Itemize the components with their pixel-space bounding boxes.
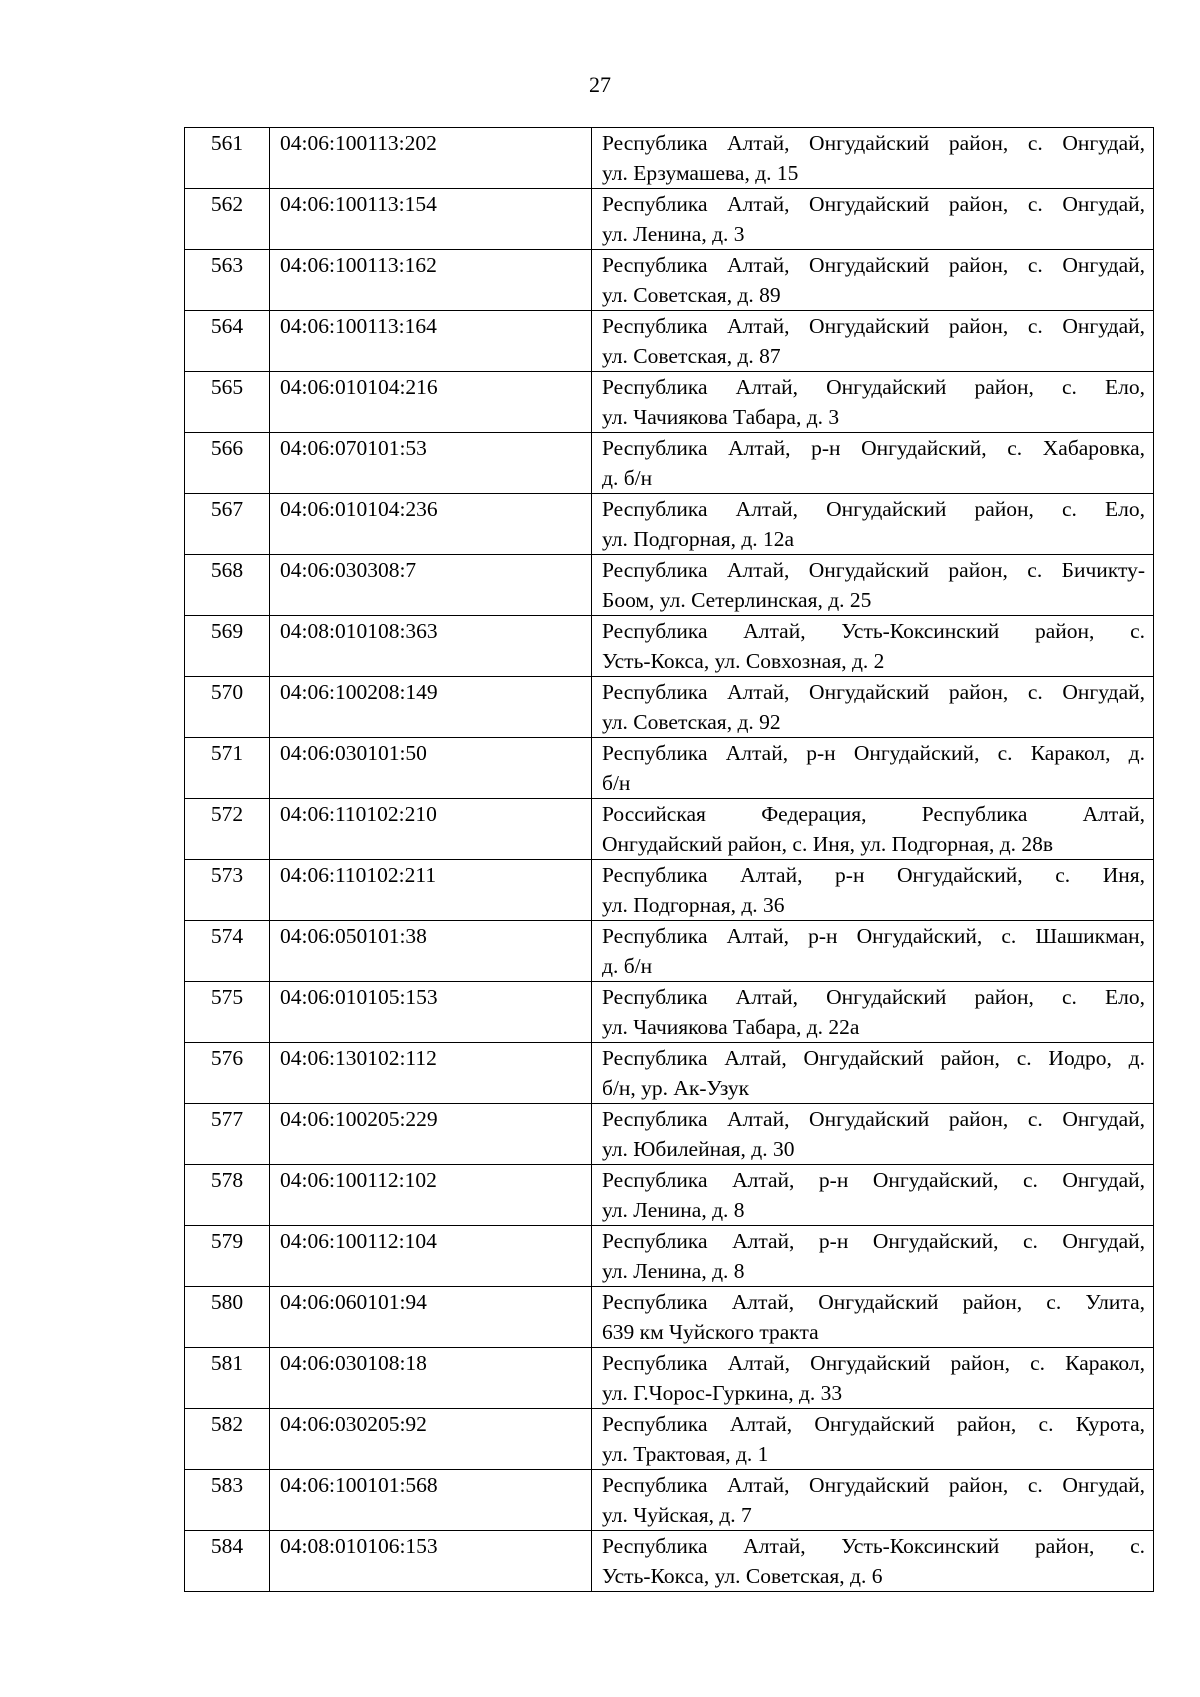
table-row [185,1470,1154,1531]
row-number-cell: 578 [185,1165,270,1226]
row-number-cell: 566 [185,433,270,494]
address-line-2: ул. Ерзумашева, д. 15 [602,161,799,185]
address-cell [592,189,1154,250]
row-number-cell: 563 [185,250,270,311]
address-line-1: Республика Алтай, р-н Онгудайский, с. Иня, [602,863,1145,887]
row-number-cell: 568 [185,555,270,616]
row-number-cell: 570 [185,677,270,738]
cadastral-number-cell: 04:06:030205:92 [270,1409,592,1470]
address-line-1: Республика Алтай, Онгудайский район, с. Курота, [602,1412,1145,1436]
table-row [185,494,1154,555]
table-row [185,1226,1154,1287]
registry-table [184,127,1154,1592]
cadastral-number-cell: 04:06:050101:38 [270,921,592,982]
address-cell [592,311,1154,372]
row-number-cell: 576 [185,1043,270,1104]
address-line-1: Республика Алтай, р-н Онгудайский, с. Каракол, д. [602,741,1145,765]
table-row [185,250,1154,311]
address-line-2: ул. Ленина, д. 3 [602,222,745,246]
cadastral-number-cell: 04:06:100113:162 [270,250,592,311]
table-row [185,616,1154,677]
address-line-2: ул. Г.Чорос-Гуркина, д. 33 [602,1381,843,1405]
address-cell [592,677,1154,738]
address-cell [592,433,1154,494]
cadastral-number-cell: 04:06:010105:153 [270,982,592,1043]
address-line-2: 639 км Чуйского тракта [602,1320,819,1344]
cadastral-number-cell: 04:06:100112:102 [270,1165,592,1226]
address-cell [592,1104,1154,1165]
table-row [185,1043,1154,1104]
table-row [185,1104,1154,1165]
address-line-2: ул. Подгорная, д. 12а [602,527,795,551]
table-row [185,677,1154,738]
address-cell [592,616,1154,677]
table-row [185,921,1154,982]
cadastral-number-cell: 04:06:010104:216 [270,372,592,433]
row-number-cell: 564 [185,311,270,372]
address-line-2: ул. Подгорная, д. 36 [602,893,785,917]
page-number: 27 [589,72,611,97]
address-cell [592,555,1154,616]
address-line-2: д. б/н [602,466,653,490]
row-number-cell: 573 [185,860,270,921]
row-number-cell: 580 [185,1287,270,1348]
row-number-cell: 574 [185,921,270,982]
address-cell [592,1226,1154,1287]
table-row [185,555,1154,616]
address-cell [592,1043,1154,1104]
address-cell [592,1470,1154,1531]
table-row [185,738,1154,799]
cadastral-number-cell: 04:06:110102:211 [270,860,592,921]
address-line-1: Республика Алтай, Онгудайский район, с. Ело, [602,497,1145,521]
cadastral-number-cell: 04:06:110102:210 [270,799,592,860]
address-line-2: ул. Ленина, д. 8 [602,1198,745,1222]
address-cell [592,799,1154,860]
cadastral-number-cell: 04:06:070101:53 [270,433,592,494]
table-row [185,1409,1154,1470]
address-line-1: Республика Алтай, Онгудайский район, с. Ело, [602,375,1145,399]
row-number-cell: 565 [185,372,270,433]
address-cell [592,1409,1154,1470]
address-line-1: Республика Алтай, Усть-Коксинский район, с. [602,619,1145,643]
table-row [185,189,1154,250]
address-line-1: Республика Алтай, Усть-Коксинский район, с. [602,1534,1145,1558]
address-line-2: ул. Чачиякова Табара, д. 22а [602,1015,860,1039]
cadastral-number-cell: 04:06:030101:50 [270,738,592,799]
address-line-1: Республика Алтай, Онгудайский район, с. Онгудай, [602,314,1145,338]
row-number-cell: 582 [185,1409,270,1470]
row-number-cell: 579 [185,1226,270,1287]
address-cell [592,1348,1154,1409]
row-number-cell: 561 [185,128,270,189]
address-line-2: Усть-Кокса, ул. Советская, д. 6 [602,1564,883,1588]
address-line-1: Республика Алтай, р-н Онгудайский, с. Онгудай, [602,1168,1145,1192]
row-number-cell: 584 [185,1531,270,1592]
address-line-1: Республика Алтай, Онгудайский район, с. Ело, [602,985,1145,1009]
cadastral-number-cell: 04:06:100113:154 [270,189,592,250]
table-row [185,1348,1154,1409]
table-row [185,433,1154,494]
address-cell [592,921,1154,982]
cadastral-number-cell: 04:06:100205:229 [270,1104,592,1165]
address-line-2: Усть-Кокса, ул. Совхозная, д. 2 [602,649,885,673]
address-cell [592,128,1154,189]
cadastral-number-cell: 04:08:010108:363 [270,616,592,677]
cadastral-number-cell: 04:06:010104:236 [270,494,592,555]
cadastral-number-cell: 04:06:130102:112 [270,1043,592,1104]
address-cell [592,372,1154,433]
registry-table-body [185,128,1154,1592]
address-line-1: Республика Алтай, Онгудайский район, с. Онгудай, [602,253,1145,277]
row-number-cell: 571 [185,738,270,799]
address-line-1: Республика Алтай, Онгудайский район, с. Каракол, [602,1351,1145,1375]
table-row [185,372,1154,433]
address-line-2: Онгудайский район, с. Иня, ул. Подгорная, д. 28в [602,832,1054,856]
address-line-1: Республика Алтай, Онгудайский район, с. Улита, [602,1290,1145,1314]
table-row [185,1287,1154,1348]
address-line-2: ул. Советская, д. 92 [602,710,781,734]
cadastral-number-cell: 04:06:100112:104 [270,1226,592,1287]
address-line-2: ул. Советская, д. 89 [602,283,781,307]
row-number-cell: 581 [185,1348,270,1409]
row-number-cell: 572 [185,799,270,860]
address-cell [592,1287,1154,1348]
address-line-1: Республика Алтай, р-н Онгудайский, с. Онгудай, [602,1229,1145,1253]
address-line-2: ул. Советская, д. 87 [602,344,781,368]
address-line-1: Республика Алтай, Онгудайский район, с. Бичикту- [602,558,1145,582]
table-row [185,1165,1154,1226]
address-cell [592,1531,1154,1592]
address-line-1: Республика Алтай, р-н Онгудайский, с. Хабаровка, [602,436,1145,460]
table-row [185,860,1154,921]
table-row [185,982,1154,1043]
address-line-1: Республика Алтай, Онгудайский район, с. Иодро, д. [602,1046,1145,1070]
cadastral-number-cell: 04:06:100101:568 [270,1470,592,1531]
address-line-2: ул. Трактовая, д. 1 [602,1442,769,1466]
table-row [185,128,1154,189]
cadastral-number-cell: 04:06:030308:7 [270,555,592,616]
cadastral-number-cell: 04:06:060101:94 [270,1287,592,1348]
address-line-1: Республика Алтай, Онгудайский район, с. Онгудай, [602,131,1145,155]
address-line-2: ул. Юбилейная, д. 30 [602,1137,795,1161]
cadastral-number-cell: 04:06:100113:164 [270,311,592,372]
address-cell [592,1165,1154,1226]
address-line-1: Республика Алтай, Онгудайский район, с. Онгудай, [602,680,1145,704]
row-number-cell: 583 [185,1470,270,1531]
address-line-1: Республика Алтай, Онгудайский район, с. Онгудай, [602,1107,1145,1131]
cadastral-number-cell: 04:06:030108:18 [270,1348,592,1409]
address-cell [592,860,1154,921]
row-number-cell: 567 [185,494,270,555]
row-number-cell: 577 [185,1104,270,1165]
address-cell [592,738,1154,799]
address-cell [592,494,1154,555]
table-row [185,1531,1154,1592]
cadastral-number-cell: 04:06:100113:202 [270,128,592,189]
table-row [185,799,1154,860]
cadastral-number-cell: 04:06:100208:149 [270,677,592,738]
address-line-2: ул. Чуйская, д. 7 [602,1503,752,1527]
address-line-2: Боом, ул. Сетерлинская, д. 25 [602,588,872,612]
address-cell [592,982,1154,1043]
address-line-2: ул. Ленина, д. 8 [602,1259,745,1283]
address-line-2: д. б/н [602,954,653,978]
address-line-2: ул. Чачиякова Табара, д. 3 [602,405,840,429]
row-number-cell: 569 [185,616,270,677]
table-row [185,311,1154,372]
address-cell [592,250,1154,311]
address-line-1: Российская Федерация, Республика Алтай, [602,802,1145,826]
address-line-2: б/н, ур. Ак-Узук [602,1076,750,1100]
address-line-2: б/н [602,771,631,795]
row-number-cell: 575 [185,982,270,1043]
cadastral-number-cell: 04:08:010106:153 [270,1531,592,1592]
address-line-1: Республика Алтай, Онгудайский район, с. Онгудай, [602,192,1145,216]
address-line-1: Республика Алтай, Онгудайский район, с. Онгудай, [602,1473,1145,1497]
address-line-1: Республика Алтай, р-н Онгудайский, с. Шашикман, [602,924,1145,948]
row-number-cell: 562 [185,189,270,250]
